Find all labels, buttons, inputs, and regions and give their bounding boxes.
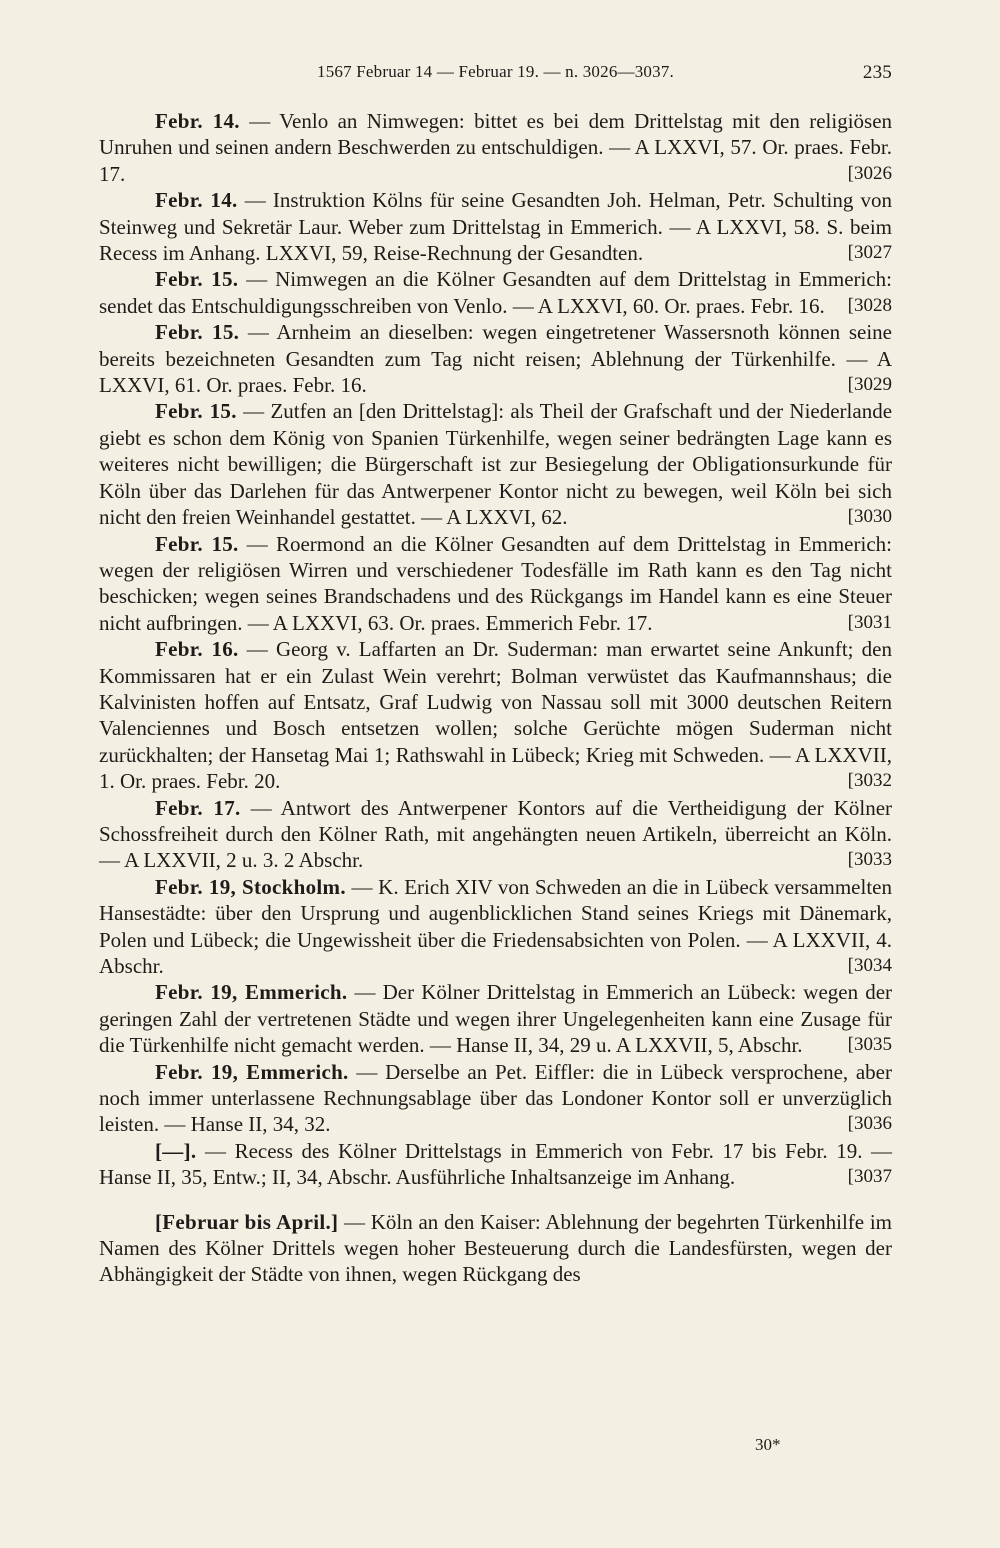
entry-text: — Nimwegen an die Kölner Gesandten auf dem Drittelstag in Emmerich: sendet das Entschuldigungsschreiben von Venlo. — A LXXVI, 60. Or. praes. Febr. 16. (99, 267, 893, 318)
entry-text: — Instruktion Kölns für seine Gesandten Joh. Helman, Petr. Schulting von Steinweg und Sekretär Laur. Weber zum Drittelstag in Emmerich. — A LXXVI, 58. S. beim Recess im Anhang. LXXVI, 59, Reise-Rechnung der Gesandten. (99, 188, 893, 266)
entry-number: [3027 (847, 242, 892, 264)
entry-date: Febr. 16. (155, 637, 239, 662)
entry-text: — Antwort des Antwerpener Kontors auf die Vertheidigung der Kölner Schossfreiheit durch den Kölner Rath, mit angehängten neuen Artikeln, überreicht an Köln. — A LXXVII, 2 u. 3. 2 Abschr. (99, 795, 893, 873)
entry-number: [3034 (847, 955, 892, 976)
entry-3030 (99, 398, 892, 530)
entry-3036 (99, 1059, 892, 1138)
entry-text: — Roermond an die Kölner Gesandten auf dem Drittelstag in Emmerich: wegen der religiösen Wirren und verschiedener Todesfälle im Rath kann es den Tag nicht beschicken; wegen seines Brandschadens und des Rückgangs im Handel kann es eine Steuer nicht aufbringen. — A LXXVI, 63. Or. praes. Emmerich Febr. 17. (99, 531, 892, 635)
entry-3026 (99, 108, 892, 187)
entry-date: [—]. (155, 1138, 197, 1163)
entry-3029 (99, 319, 892, 398)
entry-date: Febr. 15. (155, 531, 239, 556)
entry-3033 (99, 795, 892, 874)
entry-number: [3031 (847, 611, 892, 633)
entry-3028 (99, 266, 892, 319)
entry-continued (99, 1209, 892, 1288)
entry-number: [3032 (847, 770, 892, 792)
entry-date: Febr. 17. (155, 795, 241, 820)
entry-3037 (99, 1138, 892, 1191)
entry-text: — Köln an den Kaiser: Ablehnung der begehrten Türkenhilfe im Namen des Kölner Drittels wegen hoher Besteuerung durch die Landesfürsten, wegen der Abhängigkeit der Städte von ihnen, wegen Rückgang des (99, 1209, 893, 1287)
page-number: 235 (862, 62, 892, 83)
entry-date: Febr. 19, Emmerich. (155, 1059, 349, 1084)
entry-date: Febr. 15. (155, 320, 240, 345)
entry-3035 (99, 979, 892, 1058)
entry-text: — Der Kölner Drittelstag in Emmerich an Lübeck: wegen der geringen Zahl der vertretenen Städte und wegen ihrer Ungelegenheiten kann eine Zusage für die Türkenhilfe nicht gemacht werden. — Hanse II, 34, 29 u. A LXXVII, 5, Abschr. (99, 980, 893, 1058)
entry-text: — Georg v. Laffarten an Dr. Suderman: man erwartet seine Ankunft; den Kommissaren hat er ein Zulast Wein verehrt; Bolman verwüstet das Kaufmannshaus; die Kalvinisten hoffen auf Entsatz, Graf Ludwig von Nassau soll mit 3000 deutschen Reitern Valenciennes und Bosch entsetzen wollen; solche Gerüchte mögen Suderman nicht zurückhalten; der Hansetag Mai 1; Rathswahl in Lübeck; Krieg mit Schweden. — A LXXVII, 1. Or. praes. Febr. 20. (99, 637, 892, 794)
entry-date: Febr. 14. (155, 109, 240, 133)
entry-text: — Recess des Kölner Drittelstags in Emmerich von Febr. 17 bis Febr. 19. — Hanse II, 35, Entw.; II, 34, Abschr. Ausführliche Inhaltsanzeige im Anhang. (99, 1138, 893, 1190)
entry-3031 (99, 531, 892, 637)
entry-number: [3033 (847, 849, 892, 871)
entry-text: — Zutfen an [den Drittelstag]: als Theil der Grafschaft und der Niederlande giebt es schon dem König von Spanien Türkenhilfe, wegen seiner bedrängten Lage kann es weiteres nicht bewilligen; die Bürgerschaft ist zur Besiegelung der Obligationsurkunde für Köln über das Darlehen für das Antwerpener Kontor nicht zu bewegen, weil Köln bei sich nicht den freien Weinhandel gestattet. — A LXXVI, 62. (99, 399, 893, 530)
running-head-title: 1567 Februar 14 — Februar 19. — n. 3026—3037. (317, 62, 674, 81)
entry-date: Febr. 19, Stockholm. (155, 874, 346, 899)
entry-list (99, 108, 892, 1288)
entry-number: [3035 (847, 1034, 892, 1056)
entry-number: [3028 (847, 294, 892, 316)
entry-3034 (99, 874, 892, 980)
entry-text: — Venlo an Nimwegen: bittet es bei dem Drittelstag mit den religiösen Unruhen und seinen andern Beschwerden zu entschuldigen. — A LXXVI, 57. Or. praes. Febr. 17. (99, 109, 893, 186)
entry-3032 (99, 636, 892, 794)
signature-mark: 30* (755, 1435, 781, 1454)
entry-date: Febr. 15. (155, 267, 239, 292)
entry-number: [3030 (847, 506, 892, 528)
entry-3027 (99, 187, 892, 266)
entry-text: — Derselbe an Pet. Eiffler: die in Lübeck versprochene, aber noch immer unterlassene Rechnungsablage über das Londoner Kontor soll er unverzüglich leisten. — Hanse II, 34, 32. (99, 1059, 893, 1137)
entry-date: [Februar bis April.] (155, 1209, 339, 1234)
entry-date: Febr. 19, Emmerich. (155, 980, 348, 1005)
entry-text: — K. Erich XIV von Schweden an die in Lübeck versammelten Hansestädte: über den Ursprung und augenblicklichen Stand seines Kriegs mit Dänemark, Polen und Lübeck; die Ungewissheit über die Friedensabsichten von Polen. — A LXXVII, 4. Abschr. (99, 874, 892, 978)
entry-number: [3036 (847, 1113, 892, 1135)
entry-date: Febr. 15. (155, 399, 237, 424)
entry-number: [3037 (847, 1166, 892, 1188)
entry-date: Febr. 14. (155, 188, 238, 213)
entry-text: — Arnheim an dieselben: wegen eingetretener Wassersnoth können seine bereits bezeichneten Gesandten zum Tag nicht reisen; Ablehnung der Türkenhilfe. — A LXXVI, 61. Or. praes. Febr. 16. (99, 320, 892, 398)
entry-number: [3026 (847, 162, 892, 184)
running-head (99, 62, 892, 90)
entry-number: [3029 (847, 374, 892, 396)
